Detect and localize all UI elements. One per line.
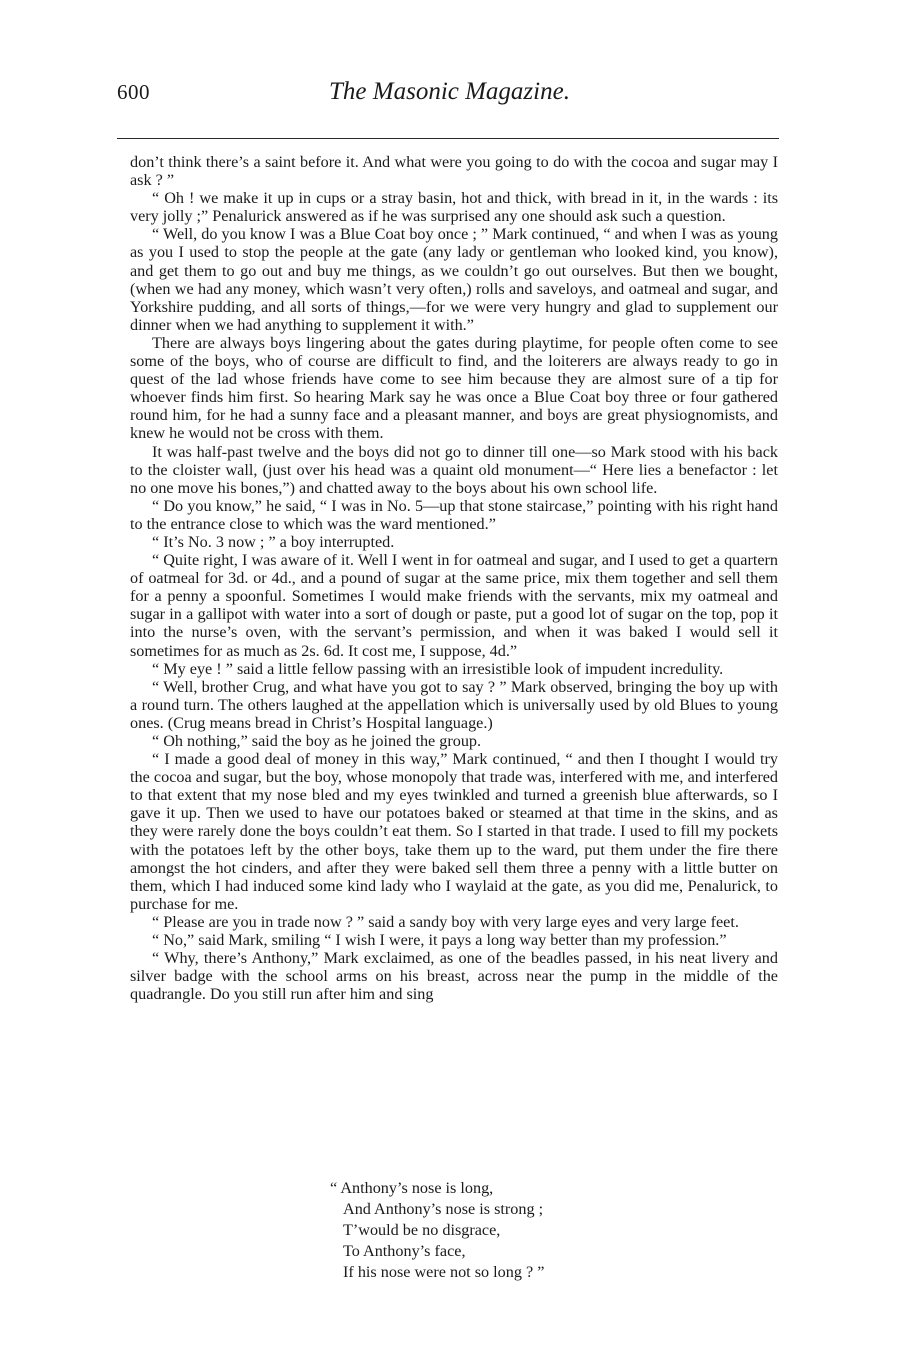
- verse-line: “ Anthony’s nose is long,: [330, 1179, 494, 1197]
- paragraph: “ Oh ! we make it up in cups or a stray basin, hot and thick, with bread in it, in the wards : its very jolly ;” Penalurick answered as if he was surprised any one should ask such a question.: [130, 189, 778, 226]
- paragraph: “ It’s No. 3 now ; ” a boy interrupted.: [152, 532, 395, 551]
- paragraph: “ Why, there’s Anthony,” Mark exclaimed, as one of the beadles passed, in his neat livery and silver badge with the school arms on his breast, across near the pump in the middle of the quadrangle. Do you still run after him and sing: [130, 949, 778, 1004]
- paragraph: “ Well, brother Crug, and what have you got to say ? ” Mark observed, bringing the boy up with a round turn. The others laughed at the appellation which is universally used by old Blues to young ones. (Crug means bread in Christ’s Hospital language.): [130, 677, 778, 732]
- verse-line: To Anthony’s face,: [343, 1242, 466, 1260]
- article-body: [130, 153, 778, 1003]
- paragraph: “ My eye ! ” said a little fellow passing with an irresistible look of impudent incredulity.: [152, 659, 724, 678]
- paragraph: There are always boys lingering about the gates during playtime, for people often come to see some of the boys, who of course are difficult to find, and the loiterers are always ready to go in quest of the lad whose friends have come to see him because they are almost sure of a tip for whoever finds him first. So hearing Mark say he was once a Blue Coat boy three or four gathered round him, for he had a sunny face and a pleasant manner, and boys are great physiognomists, and knew he would not be cross with them.: [130, 333, 778, 443]
- paragraph: don’t think there’s a saint before it. And what were you going to do with the cocoa and sugar may I ask ? ”: [130, 153, 778, 190]
- verse-line: If his nose were not so long ? ”: [343, 1263, 545, 1281]
- header-rule: [117, 138, 779, 139]
- verse-block: [330, 1178, 544, 1283]
- paragraph: “ I made a good deal of money in this way,” Mark continued, “ and then I thought I would try the cocoa and sugar, but the boy, whose monopoly that trade was, interfered with me, and interfered to that extent that my nose bled and my eyes twinkled and turned a greenish blue afterwards, so I gave it up. Then we used to have our potatoes baked or steamed at that time in the skins, and as they were rarely done the boys couldn’t eat them. So I started in that trade. I used to fill my pockets with the potatoes left by the other boys, take them up to the ward, put them under the fire there amongst the hot cinders, and after they were baked sell them three a penny with a little butter on them, which I had induced some kind lady who I waylaid at the gate, as you did me, Penalurick, to purchase for me.: [130, 750, 778, 913]
- running-title: The Masonic Magazine.: [329, 78, 570, 105]
- paragraph: It was half-past twelve and the boys did not go to dinner till one—so Mark stood with his back to the cloister wall, (just over his head was a quaint old monument—“ Here lies a benefactor : let no one move his bones,”) and chatted away to the boys about his own school life.: [130, 442, 778, 497]
- page-number: 600: [117, 80, 150, 104]
- paragraph: “ Do you know,” he said, “ I was in No. 5—up that stone staircase,” pointing with his right hand to the entrance close to which was the ward mentioned.”: [130, 496, 778, 533]
- verse-line: And Anthony’s nose is strong ;: [343, 1200, 544, 1218]
- verse-line: T’would be no disgrace,: [343, 1221, 501, 1239]
- paragraph: “ Quite right, I was aware of it. Well I went in for oatmeal and sugar, and I used to get a quartern of oatmeal for 3d. or 4d., and a pound of sugar at the same price, mix them together and sell them for a penny a spoonful. Sometimes I would make friends with the servants, mix my oatmeal and sugar in a gallipot with water into a sort of dough or paste, put a good lot of sugar on the top, pop it into the nurse’s oven, with the servant’s permission, and when it was baked I would sell it sometimes for as much as 2s. 6d. It cost me, I suppose, 4d.”: [130, 551, 778, 660]
- paragraph: “ Please are you in trade now ? ” said a sandy boy with very large eyes and very large feet.: [152, 912, 739, 931]
- paragraph: “ Well, do you know I was a Blue Coat boy once ; ” Mark continued, “ and when I was as young as you I used to stop the people at the gate (any lady or gentleman who looked kind, you know), and get them to go out and buy me things, as we couldn’t go out ourselves. But then we bought, (when we had any money, which wasn’t very often,) rolls and saveloys, and oatmeal and sugar, and Yorkshire pudding, and all sorts of things,—for we were very hungry and glad to supplement our dinner when we had anything to supplement it with.”: [130, 225, 778, 334]
- paragraph: “ No,” said Mark, smiling “ I wish I were, it pays a long way better than my profession.”: [152, 931, 727, 950]
- paragraph: “ Oh nothing,” said the boy as he joined the group.: [152, 732, 482, 750]
